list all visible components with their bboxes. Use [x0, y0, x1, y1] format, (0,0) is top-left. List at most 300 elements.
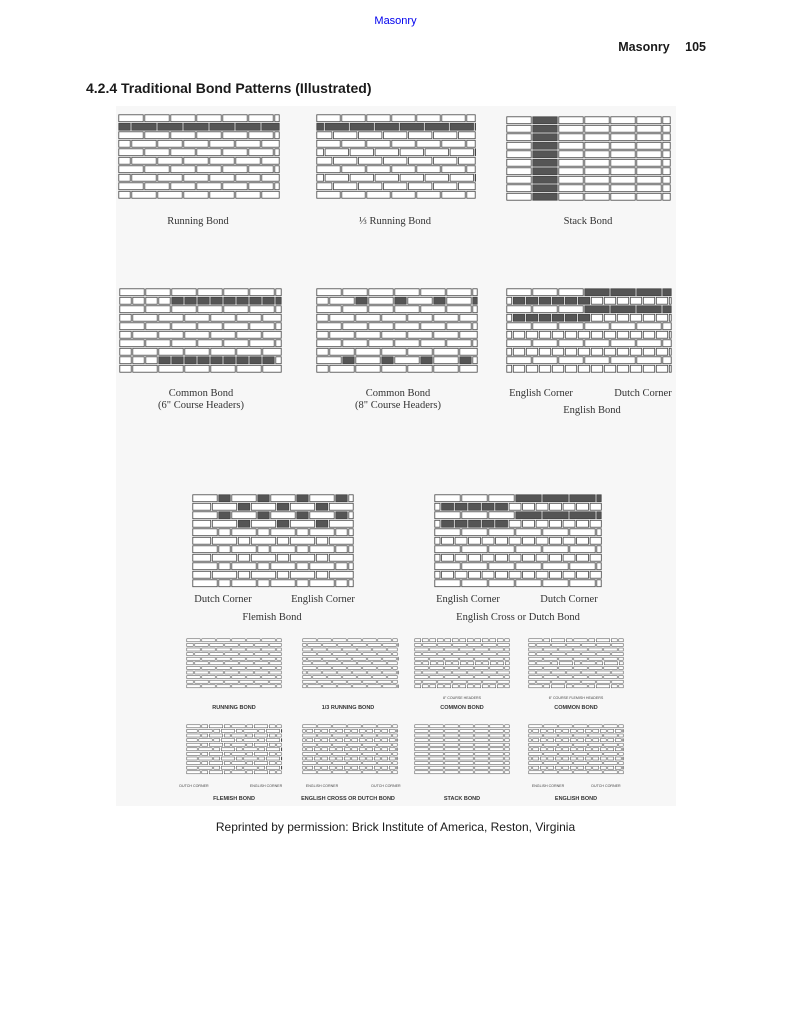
wall-third-running-bond [317, 115, 476, 198]
brick [507, 306, 531, 313]
brick [544, 725, 557, 728]
brick [277, 676, 281, 679]
brick [544, 762, 557, 765]
brick [317, 115, 340, 122]
brick [338, 671, 351, 674]
brick [317, 348, 328, 355]
brick [244, 766, 257, 769]
brick [303, 757, 305, 760]
brick [536, 554, 548, 561]
brick [507, 185, 531, 192]
brick [303, 680, 316, 683]
brick [415, 676, 428, 679]
brick [585, 134, 609, 141]
brick [290, 503, 314, 510]
brick [415, 739, 428, 742]
brick [210, 680, 223, 683]
brick [382, 739, 388, 742]
brick [570, 580, 595, 587]
brick [323, 685, 336, 688]
brick [317, 123, 324, 130]
brick [244, 757, 257, 760]
brick [637, 193, 661, 200]
brick [212, 571, 236, 578]
brick [211, 314, 235, 321]
brick [523, 571, 535, 578]
brick [507, 142, 531, 149]
brick [507, 323, 531, 330]
brick [275, 115, 279, 122]
brick [423, 680, 436, 683]
brick [550, 537, 562, 544]
brick [259, 739, 265, 742]
brick [132, 157, 156, 164]
bond-patterns-drawing [116, 106, 676, 806]
brick [552, 365, 563, 372]
brick [559, 657, 572, 660]
brick [374, 729, 380, 732]
brick [544, 685, 550, 688]
brick [529, 771, 542, 774]
brick [505, 666, 509, 669]
brick [529, 752, 542, 755]
brick [563, 520, 575, 527]
brick [367, 166, 390, 173]
brick [132, 123, 156, 130]
brick [232, 743, 245, 746]
brick [398, 657, 399, 660]
brick [187, 671, 193, 674]
brick [489, 495, 514, 502]
brick [397, 748, 398, 751]
brick [322, 766, 328, 769]
brick [445, 639, 451, 642]
brick [669, 297, 671, 304]
brick [224, 357, 235, 364]
brick [172, 323, 196, 330]
brick [146, 340, 170, 347]
brick [389, 729, 395, 732]
brick [254, 725, 267, 728]
brick [225, 653, 238, 656]
brick [398, 685, 399, 688]
brick [604, 648, 617, 651]
brick [367, 115, 390, 122]
brick [133, 365, 157, 372]
brick [240, 653, 253, 656]
brick [369, 297, 393, 304]
brick [195, 643, 208, 646]
brick [490, 734, 503, 737]
brick [434, 183, 457, 190]
brick [202, 639, 215, 642]
brick [359, 748, 365, 751]
label-dutch-corner-2: Dutch Corner [194, 594, 252, 605]
brick [350, 149, 373, 156]
brick [612, 680, 623, 683]
brick [637, 142, 661, 149]
brick [537, 680, 550, 683]
brick [224, 306, 248, 313]
brick [224, 725, 230, 728]
label-dutch-corner-1: Dutch Corner [614, 388, 672, 399]
brick [578, 739, 584, 742]
brick [303, 662, 311, 665]
brick [574, 639, 587, 642]
brick [310, 495, 334, 502]
brick [210, 643, 223, 646]
brick [570, 563, 595, 570]
brick [539, 297, 550, 304]
brick [438, 680, 451, 683]
brick [434, 365, 458, 372]
brick [615, 766, 621, 769]
brick [277, 771, 281, 774]
brick [537, 643, 550, 646]
brick [509, 503, 521, 510]
brick [445, 752, 458, 755]
brick [423, 662, 429, 665]
brick [199, 748, 212, 751]
brick [270, 671, 281, 674]
brick [259, 766, 265, 769]
brick [516, 529, 541, 536]
brick [393, 666, 397, 669]
brick [350, 174, 373, 181]
brick [348, 666, 361, 669]
small-label-flemish-english-corner: ENGLISH CORNER [249, 784, 283, 788]
brick [475, 123, 476, 130]
brick [247, 685, 260, 688]
brick [120, 357, 131, 364]
brick [132, 191, 156, 198]
brick [442, 520, 454, 527]
brick [171, 149, 195, 156]
brick [597, 529, 601, 536]
brick [574, 676, 587, 679]
brick [475, 666, 488, 669]
brick [417, 191, 440, 198]
brick [447, 297, 471, 304]
brick [608, 757, 614, 760]
brick [277, 685, 281, 688]
brick [197, 149, 221, 156]
brick [489, 546, 514, 553]
brick [303, 685, 306, 688]
brick [529, 648, 542, 651]
brick [563, 748, 569, 751]
brick [202, 648, 215, 651]
brick [582, 662, 595, 665]
brick [597, 546, 601, 553]
brick [400, 123, 423, 130]
brick [589, 762, 602, 765]
brick [247, 734, 253, 737]
brick [199, 757, 212, 760]
brick [367, 748, 373, 751]
brick [482, 537, 494, 544]
brick [337, 748, 343, 751]
brick [187, 748, 197, 751]
brick [214, 729, 220, 732]
brick [604, 762, 617, 765]
brick [368, 643, 381, 646]
brick [469, 503, 481, 510]
brick [596, 685, 609, 688]
brick [317, 132, 332, 139]
brick [490, 662, 496, 665]
brick [159, 331, 183, 338]
label-english-corner-1: English Corner [509, 388, 573, 399]
brick [397, 739, 398, 742]
brick [232, 546, 256, 553]
brick [611, 306, 635, 313]
brick [611, 193, 635, 200]
brick [533, 289, 557, 296]
brick [119, 115, 143, 122]
brick [263, 365, 281, 372]
brick [475, 734, 488, 737]
brick [637, 168, 661, 175]
brick [382, 331, 406, 338]
brick [251, 554, 275, 561]
brick [232, 529, 256, 536]
brick [247, 639, 260, 642]
brick [383, 657, 396, 660]
brick [314, 729, 320, 732]
brick [537, 671, 550, 674]
brick [158, 140, 182, 147]
brick [578, 729, 584, 732]
brick [490, 725, 503, 728]
brick [567, 680, 580, 683]
brick [303, 762, 316, 765]
brick [460, 771, 473, 774]
brick [202, 771, 208, 774]
brick [382, 365, 406, 372]
brick [415, 648, 428, 651]
brick [430, 739, 443, 742]
brick [314, 766, 320, 769]
brick [187, 643, 193, 646]
brick [197, 132, 221, 139]
label-dutch-corner-3: Dutch Corner [540, 594, 598, 605]
brick [483, 653, 496, 656]
brick [423, 671, 436, 674]
brick [310, 512, 334, 519]
brick [219, 546, 230, 553]
brick [637, 289, 661, 296]
masonry-link[interactable]: Masonry [374, 15, 417, 27]
brick [611, 151, 635, 158]
brick [224, 734, 230, 737]
brick [442, 140, 465, 147]
brick [277, 752, 281, 755]
brick [262, 685, 275, 688]
brick [303, 752, 316, 755]
brick [597, 563, 601, 570]
brick [270, 653, 281, 656]
brick [258, 580, 269, 587]
label-flemish-bond: Flemish Bond [242, 612, 302, 623]
brick [523, 520, 535, 527]
brick [348, 653, 361, 656]
brick [475, 752, 488, 755]
brick [585, 340, 609, 347]
brick [475, 648, 488, 651]
brick [544, 771, 557, 774]
brick [290, 571, 314, 578]
brick [184, 157, 208, 164]
brick [585, 739, 591, 742]
brick [590, 554, 601, 561]
brick [199, 766, 212, 769]
brick [398, 643, 399, 646]
brick [590, 520, 601, 527]
brick [445, 657, 458, 660]
small-stack-bond [415, 725, 509, 774]
brick [516, 546, 541, 553]
brick [343, 306, 367, 313]
brick [120, 340, 144, 347]
brick [247, 771, 253, 774]
brick [589, 771, 602, 774]
brick [349, 512, 353, 519]
brick [193, 580, 217, 587]
brick [540, 757, 546, 760]
brick [445, 748, 458, 751]
brick [460, 748, 473, 751]
brick [459, 157, 476, 164]
brick [202, 676, 215, 679]
brick [232, 495, 256, 502]
brick [589, 725, 602, 728]
brick [505, 771, 509, 774]
brick [269, 762, 275, 765]
wall-english-bond [507, 289, 671, 372]
brick [489, 512, 514, 519]
brick [236, 739, 242, 742]
brick [473, 357, 477, 364]
brick [329, 554, 353, 561]
brick [263, 331, 281, 338]
brick [415, 671, 421, 674]
brick [442, 115, 465, 122]
brick [323, 671, 336, 674]
brick [460, 766, 473, 769]
brick [619, 771, 623, 774]
brick [529, 680, 535, 683]
brick [505, 734, 509, 737]
brick [434, 157, 457, 164]
brick [209, 743, 222, 746]
brick [281, 739, 282, 742]
brick [430, 729, 443, 732]
brick [263, 314, 281, 321]
brick [442, 537, 454, 544]
brick [445, 685, 451, 688]
brick [395, 323, 419, 330]
brick [611, 685, 617, 688]
brick [452, 639, 458, 642]
brick [333, 752, 346, 755]
brick [498, 680, 509, 683]
brick [255, 680, 268, 683]
brick [353, 685, 366, 688]
brick [544, 752, 557, 755]
brick [434, 331, 458, 338]
brick [544, 734, 557, 737]
brick [214, 766, 220, 769]
brick [375, 174, 398, 181]
brick [423, 643, 436, 646]
brick [656, 314, 667, 321]
brick [435, 537, 440, 544]
label-running-bond: Running Bond [167, 216, 229, 227]
brick [356, 314, 380, 321]
brick [120, 365, 131, 372]
brick [269, 725, 275, 728]
brick [247, 725, 253, 728]
brick [275, 183, 279, 190]
brick [271, 512, 295, 519]
brick [120, 297, 131, 304]
brick [344, 739, 350, 742]
brick [452, 685, 458, 688]
brick [384, 157, 407, 164]
brick [663, 185, 670, 192]
brick [536, 503, 548, 510]
brick [383, 643, 396, 646]
brick [400, 174, 423, 181]
brick [533, 185, 557, 192]
brick [271, 495, 295, 502]
brick [210, 671, 223, 674]
brick [198, 306, 222, 313]
brick [533, 125, 557, 132]
brick [363, 771, 376, 774]
brick [317, 166, 340, 173]
brick [330, 348, 354, 355]
brick [559, 117, 583, 124]
brick [559, 648, 572, 651]
brick [615, 748, 621, 751]
brick [120, 348, 131, 355]
brick [374, 748, 380, 751]
brick [496, 520, 508, 527]
brick [373, 648, 386, 651]
brick [435, 546, 460, 553]
brick [482, 639, 488, 642]
brick [210, 174, 234, 181]
brick [438, 671, 451, 674]
brick [210, 662, 223, 665]
brick [567, 671, 580, 674]
brick [363, 653, 376, 656]
brick [425, 149, 448, 156]
brick [460, 685, 466, 688]
brick [623, 757, 624, 760]
brick [559, 734, 572, 737]
brick [430, 743, 443, 746]
brick [210, 140, 234, 147]
brick [604, 365, 615, 372]
brick [317, 340, 341, 347]
brick [198, 357, 209, 364]
brick [277, 743, 281, 746]
brick [604, 331, 615, 338]
brick [611, 125, 635, 132]
